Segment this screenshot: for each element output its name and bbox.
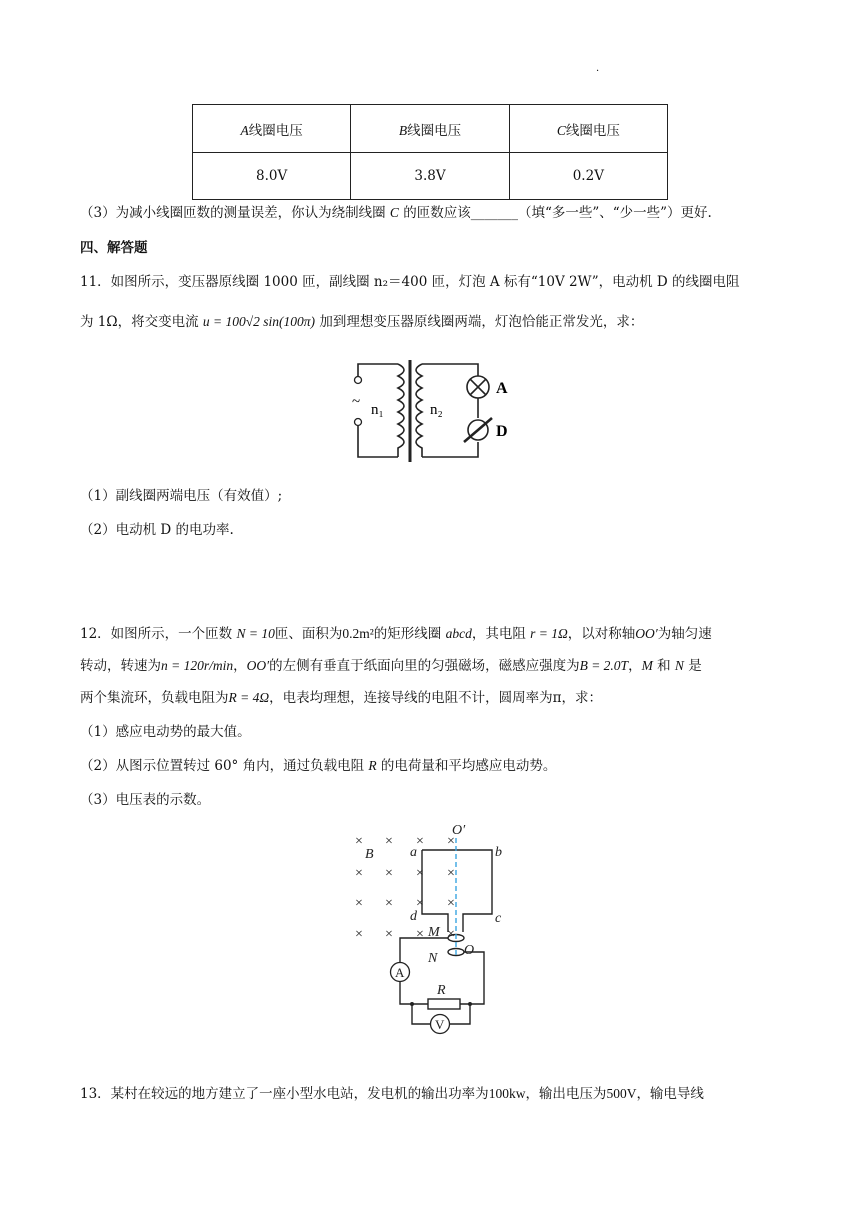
question-12-line-3: 两个集流环，负载电阻为R = 4Ω，电表均理想，连接导线的电阻不计，圆周率为π，求：	[80, 690, 602, 706]
lamp-label: A	[496, 380, 508, 397]
slip-ring-label-M: M	[428, 925, 440, 940]
slip-ring-label-N: N	[428, 951, 438, 966]
table-header-cell: C线圈电压	[509, 105, 667, 153]
table-row	[193, 153, 668, 200]
rotating-coil-diagram	[340, 818, 520, 1040]
resistor-label: R	[437, 983, 446, 998]
section-heading: 四、解答题	[80, 240, 148, 256]
table-cell: 3.8V	[351, 153, 509, 200]
ac-source-symbol: ~	[352, 394, 361, 410]
secondary-coil-label: n₂	[430, 402, 443, 418]
question-11-line-1: 11．如图所示，变压器原线圈 1000 匝，副线圈 n₂＝400 匝，灯泡 A 标有“10V 2W”，电动机 D 的线圈电阻	[80, 274, 740, 290]
field-cross: ×	[385, 896, 393, 911]
axis-label-O: O	[464, 943, 475, 958]
question-11-part-1: （1）副线圈两端电压（有效值）;	[80, 488, 283, 504]
coil-voltage-table	[192, 104, 668, 200]
field-cross: ×	[355, 834, 363, 849]
motor-label: D	[496, 423, 508, 440]
field-cross: ×	[416, 896, 424, 911]
field-cross: ×	[416, 834, 424, 849]
question-12-line-1: 12．如图所示，一个匝数 N = 10匝、面积为0.2m²的矩形线圈 abcd，其电阻 r = 1Ω，以对称轴OO′为轴匀速	[80, 626, 712, 642]
question-12-part-2: （2）从图示位置转过 60° 角内，通过负载电阻 R 的电荷量和平均感应电动势。	[80, 758, 557, 774]
field-cross: ×	[447, 834, 455, 849]
table-header-row	[193, 105, 668, 153]
corner-label-c: c	[495, 911, 502, 926]
corner-label-a: a	[410, 845, 417, 860]
table-header-cell: B线圈电压	[351, 105, 509, 153]
transformer-circuit-diagram	[340, 358, 520, 464]
question-11-line-2: 为 1Ω，将交变电流 u = 100√2 sin(100π) 加到理想变压器原线圈两端，灯泡恰能正常发光，求：	[80, 314, 644, 330]
corner-label-b: b	[495, 845, 502, 860]
field-cross: ×	[355, 927, 363, 942]
primary-coil-label: n₁	[371, 402, 384, 418]
field-cross: ×	[385, 834, 393, 849]
stray-mark: ·	[596, 66, 600, 77]
field-cross: ×	[355, 866, 363, 881]
field-cross: ×	[416, 927, 424, 942]
table-cell: 0.2V	[509, 153, 667, 200]
axis-label-O-prime: O′	[452, 823, 466, 838]
question-12-part-3: （3）电压表的示数。	[80, 792, 211, 808]
question-12-part-1: （1）感应电动势的最大值。	[80, 724, 251, 740]
question-10-part-3: （3）为减小线圈匝数的测量误差，你认为绕制线圈 C 的匝数应该_______（填“多一些”、“少一些”）更好.	[80, 205, 712, 221]
table-header-cell: A线圈电压	[193, 105, 351, 153]
ammeter-label: A	[395, 965, 405, 980]
field-cross: ×	[416, 866, 424, 881]
question-12-line-2: 转动，转速为n = 120r/min，OO′的左侧有垂直于纸面向里的匀强磁场，磁感应强度为B = 2.0T，M 和 N 是	[80, 658, 702, 674]
table-cell: 8.0V	[193, 153, 351, 200]
field-cross: ×	[447, 866, 455, 881]
field-label-B: B	[365, 847, 374, 862]
question-13-line-1: 13．某村在较远的地方建立了一座小型水电站，发电机的输出功率为100kw，输出电压为500V，输电导线	[80, 1086, 704, 1102]
field-cross: ×	[447, 927, 455, 942]
field-cross: ×	[355, 896, 363, 911]
field-cross: ×	[447, 896, 455, 911]
field-cross: ×	[385, 927, 393, 942]
field-cross: ×	[385, 866, 393, 881]
question-11-part-2: （2）电动机 D 的电功率.	[80, 522, 234, 538]
corner-label-d: d	[410, 909, 417, 924]
voltmeter-label: V	[435, 1017, 445, 1032]
